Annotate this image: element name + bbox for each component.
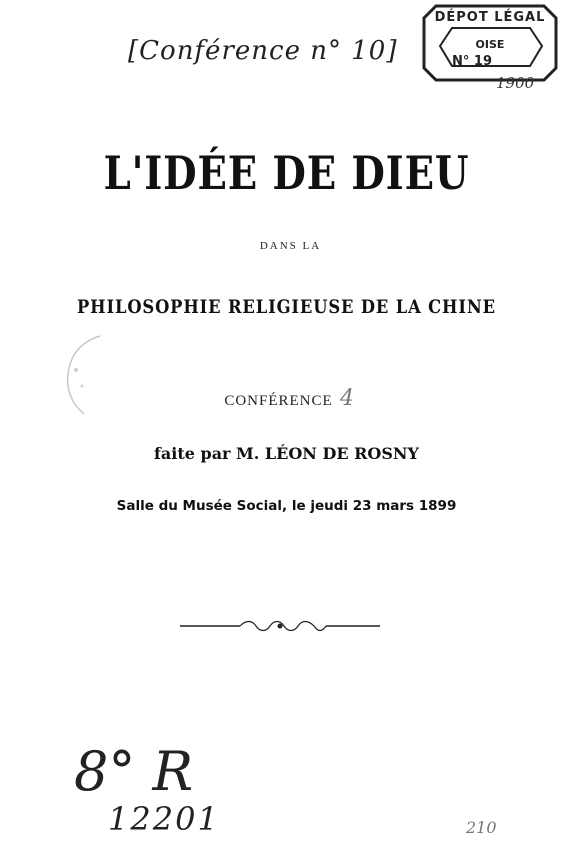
stamp-number: N° 19: [452, 54, 492, 69]
stamp-signature: 1900: [496, 74, 535, 92]
ornament-divider: [180, 618, 380, 634]
handwritten-conference-number: 4: [340, 386, 354, 411]
page-title: L'IDÉE DE DIEU: [103, 146, 470, 200]
handwritten-shelf-number: 12201: [108, 800, 220, 838]
venue-line: Salle du Musée Social, le jeudi 23 mars 1899: [116, 498, 457, 514]
page-subtitle: PHILOSOPHIE RELIGIEUSE DE LA CHINE: [77, 296, 496, 318]
conference-label: CONFÉRENCE: [224, 393, 333, 409]
handwritten-collection-note: [Conférence n° 10]: [128, 36, 398, 66]
title-connector: DANS LA: [259, 240, 322, 252]
stamp-department: OISE: [475, 38, 505, 51]
handwritten-corner-mark: 210: [466, 818, 497, 837]
legal-deposit-stamp: [422, 4, 558, 90]
author-line: faite par M. LÉON DE ROSNY: [154, 444, 419, 463]
stamp-heading: DÉPOT LÉGAL: [434, 10, 546, 25]
handwritten-shelfmark: 8° R: [74, 740, 194, 803]
